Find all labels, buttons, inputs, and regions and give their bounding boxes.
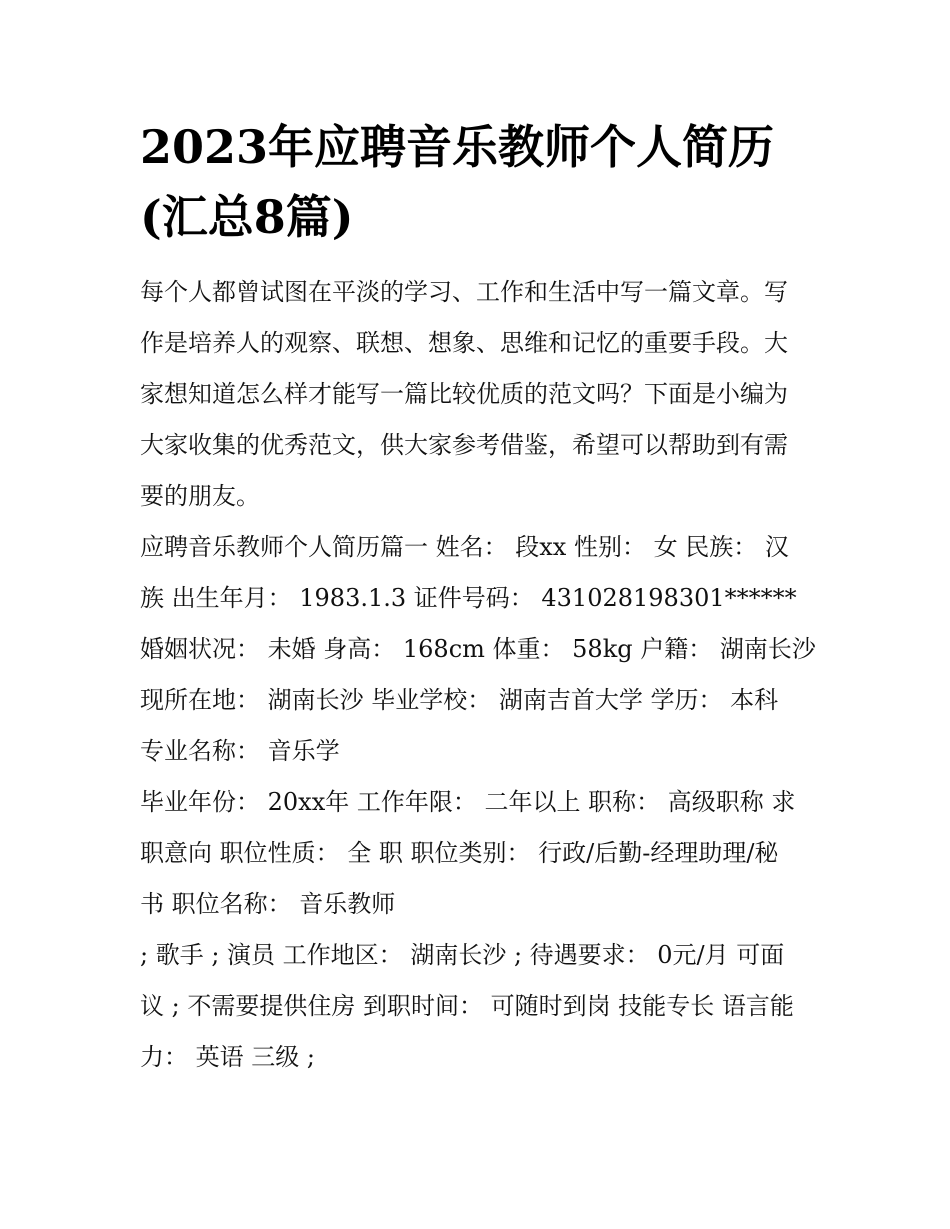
body-line: 应聘音乐教师个人简历篇一 姓名： 段xx 性别： 女 民族： 汉 (140, 533, 789, 561)
body-line: 力： 英语 三级 ; (140, 1043, 315, 1071)
intro-line: 家想知道怎么样才能写一篇比较优质的范文吗？下面是小编为 (140, 380, 788, 408)
document-title (140, 112, 815, 252)
intro-line: 要的朋友。 (140, 482, 260, 510)
body-line: 职意向 职位性质： 全 职 职位类别： 行政/后勤-经理助理/秘 (140, 839, 779, 867)
body-line: 专业名称： 音乐学 (140, 737, 340, 765)
title-line-2: (汇总8篇) (140, 190, 354, 244)
intro-paragraph (140, 267, 815, 522)
intro-line: 每个人都曾试图在平淡的学习、工作和生活中写一篇文章。写 (140, 278, 788, 306)
body-line: ; 歌手 ; 演员 工作地区： 湖南长沙 ; 待遇要求： 0元/月 可面 (140, 941, 785, 969)
intro-line: 作是培养人的观察、联想、想象、思维和记忆的重要手段。大 (140, 329, 788, 357)
intro-line: 大家收集的优秀范文，供大家参考借鉴，希望可以帮助到有需 (140, 431, 788, 459)
body-line: 毕业年份： 20xx年 工作年限： 二年以上 职称： 高级职称 求 (140, 788, 796, 816)
body-line: 书 职位名称： 音乐教师 (140, 890, 396, 918)
resume-body (140, 522, 815, 1083)
body-line: 族 出生年月： 1983.1.3 证件号码： 431028198301****** (140, 584, 797, 612)
document-page (140, 112, 815, 1083)
body-line: 现所在地： 湖南长沙 毕业学校： 湖南吉首大学 学历： 本科 (140, 686, 779, 714)
body-line: 议 ; 不需要提供住房 到职时间： 可随时到岗 技能专长 语言能 (140, 992, 794, 1020)
title-line-1: 2023年应聘音乐教师个人简历 (140, 120, 775, 174)
body-line: 婚姻状况： 未婚 身高： 168cm 体重： 58kg 户籍： 湖南长沙 (140, 635, 816, 663)
